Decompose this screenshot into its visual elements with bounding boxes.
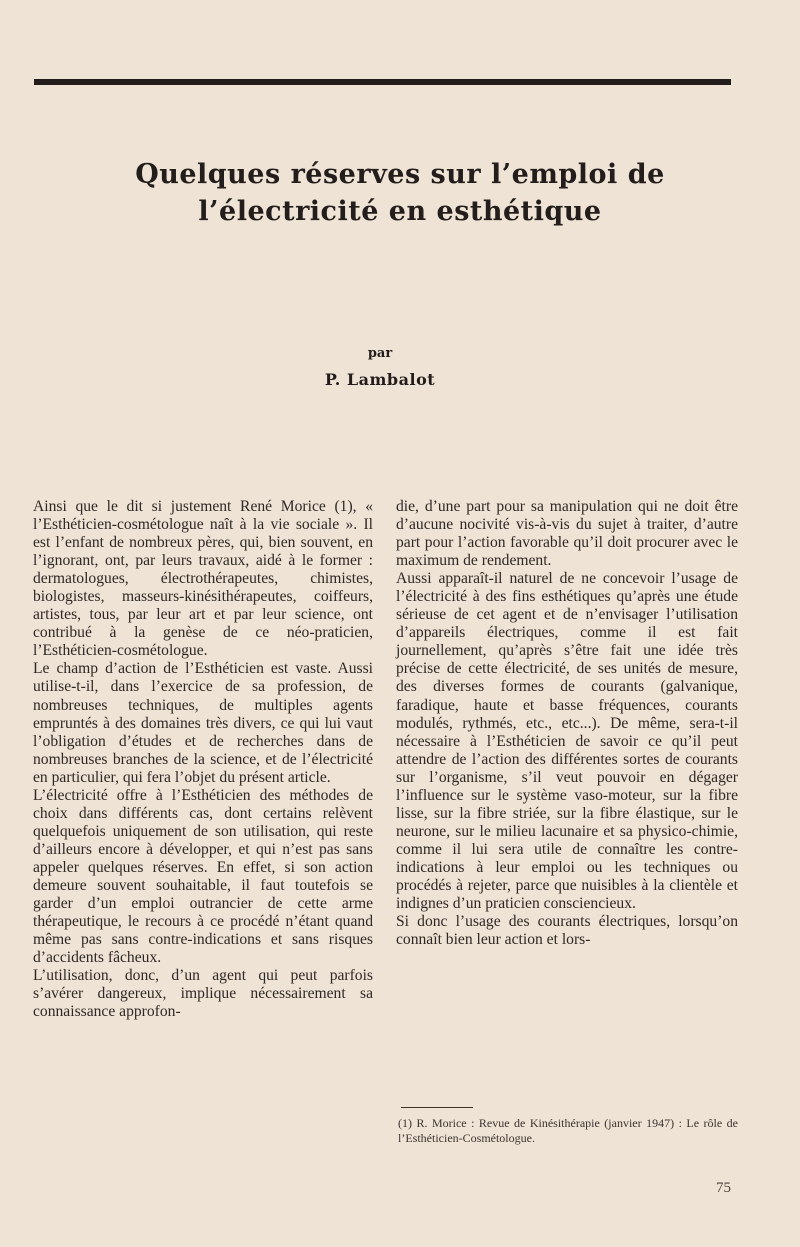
paragraph: Ainsi que le dit si justement René Morice (1), « l’Esthéticien-cosmétologue naît à la vie sociale ». Il est l’enfant de nombreux pères, qui, bien souvent, en l’ignorant, ont, par leurs travaux, aidé à le former : dermatologues, électrothérapeutes, chimistes, biologistes, masseurs-kinésithérapeutes, coiffeurs, artistes, tous, par leur art et par leur science, ont contribué à la genèse de ce néo-praticien, l’Esthéticien-cosmétologue. (33, 498, 373, 660)
footnote: (1) R. Morice : Revue de Kinésithérapie (janvier 1947) : Le rôle de l’Esthéticien-Cosmétologue. (398, 1116, 738, 1145)
paragraph: Aussi apparaît-il naturel de ne concevoir l’usage de l’électricité à des fins esthétiques qu’après une étude sérieuse de cet agent et de n’envisager l’utilisation d’appareils électriques, comme il est fait journellement, qu’après s’être fait une idée très précise de cette électricité, de ses unités de mesure, des diverses formes de courants (galvanique, faradique, haute et basse fréquences, courants modulés, rythmés, etc., etc...). De même, sera-t-il nécessaire à l’Esthéticien de savoir ce qu’il peut attendre de l’action des différentes sortes de courants sur l’organisme, s’il veut pouvoir en dégager l’influence sur le système vaso-moteur, sur la fibre lisse, sur la fibre striée, sur la fibre élastique, sur le neurone, sur le milieu lacunaire et sa physico-chimie, comme il lui sera utile de connaître les contre-indications à leur emploi ou les techniques ou procédés à rejeter, parce que nuisibles à la clientèle et indignes d’un praticien consciencieux. (396, 570, 738, 913)
paragraph: Le champ d’action de l’Esthéticien est vaste. Aussi utilise-t-il, dans l’exercice de sa profession, de nombreuses techniques, de multiples agents empruntés à des domaines très divers, ce qui lui vaut l’obligation d’études et de recherches dans de nombreuses branches de la science, et de l’électricité en particulier, qui fera l’objet du présent article. (33, 660, 373, 786)
right-column (396, 498, 738, 949)
page-number: 75 (716, 1180, 731, 1196)
paragraph: L’utilisation, donc, d’un agent qui peut parfois s’avérer dangereux, implique nécessairement sa connaissance approfon- (33, 967, 373, 1021)
left-column (33, 498, 373, 1021)
paragraph: Si donc l’usage des courants électriques, lorsqu’on connaît bien leur action et lors- (396, 913, 738, 949)
paragraph: die, d’une part pour sa manipulation qui ne doit être d’aucune nocivité vis-à-vis du sujet à traiter, d’autre part pour l’action favorable qu’il doit procurer avec le maximum de rendement. (396, 498, 738, 570)
paragraph: L’électricité offre à l’Esthéticien des méthodes de choix dans différents cas, dont certains relèvent quelquefois uniquement de son utilisation, qui reste d’ailleurs encore à développer, et qui n’est pas sans appeler quelques réserves. En effet, si son action demeure souvent souhaitable, il faut toutefois se garder d’un emploi outrancier de cette arme thérapeutique, le recours à ce procédé n’étant quand même pas sans contre-indications et sans risques d’accidents fâcheux. (33, 786, 373, 967)
byline-par: par (367, 346, 393, 361)
author-name: P. Lambalot (324, 370, 436, 389)
footnote-rule (401, 1107, 473, 1108)
header-rule (34, 79, 731, 85)
article-title: Quelques réserves sur l’emploi de l’électricité en esthétique (135, 159, 665, 227)
